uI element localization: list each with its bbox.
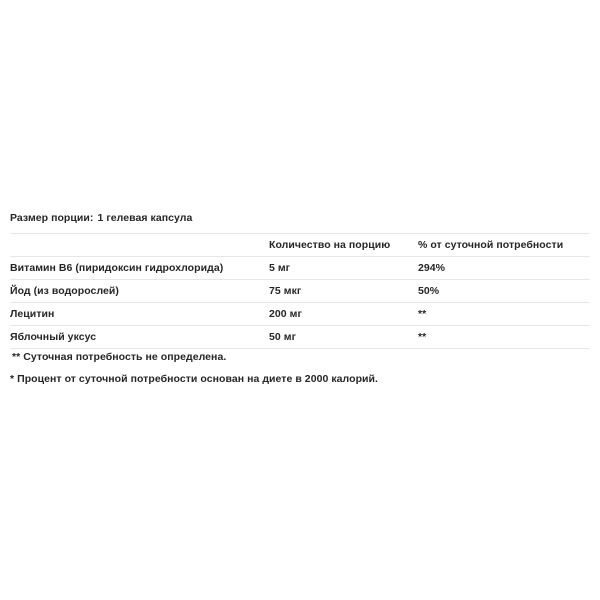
column-header-amount-per-serving: Количество на порцию	[269, 234, 418, 257]
nutrient-name: Лецитин	[10, 303, 269, 326]
footnote-calorie-diet-basis: * Процент от суточной потребности основан на диете в 2000 калорий.	[10, 373, 379, 385]
serving-size-value: 1 гелевая капсула	[97, 212, 193, 224]
table-header-row	[10, 234, 590, 257]
nutrient-amount: 5 мг	[269, 257, 418, 280]
table-header	[10, 234, 590, 257]
nutrient-name: Йод (из водорослей)	[10, 280, 269, 303]
supplement-facts-table	[10, 233, 590, 349]
nutrient-amount: 200 мг	[269, 303, 418, 326]
nutrient-amount: 50 мг	[269, 326, 418, 349]
nutrient-amount: 75 мкг	[269, 280, 418, 303]
serving-size-label: Размер порции:	[10, 212, 94, 224]
nutrient-daily-value: **	[418, 303, 590, 326]
column-header-nutrient	[10, 234, 269, 257]
nutrient-name: Витамин B6 (пиридоксин гидрохлорида)	[10, 257, 269, 280]
table-row	[10, 280, 590, 303]
serving-size-line	[10, 211, 192, 225]
table-row	[10, 257, 590, 280]
column-header-daily-value: % от суточной потребности	[418, 234, 590, 257]
table-row	[10, 326, 590, 349]
nutrient-daily-value: 294%	[418, 257, 590, 280]
footnote-daily-value-not-established: ** Суточная потребность не определена.	[12, 351, 227, 363]
nutrient-daily-value: 50%	[418, 280, 590, 303]
footnotes-block	[10, 350, 590, 386]
table-body	[10, 257, 590, 349]
nutrient-name: Яблочный уксус	[10, 326, 269, 349]
table-row	[10, 303, 590, 326]
nutrient-daily-value: **	[418, 326, 590, 349]
